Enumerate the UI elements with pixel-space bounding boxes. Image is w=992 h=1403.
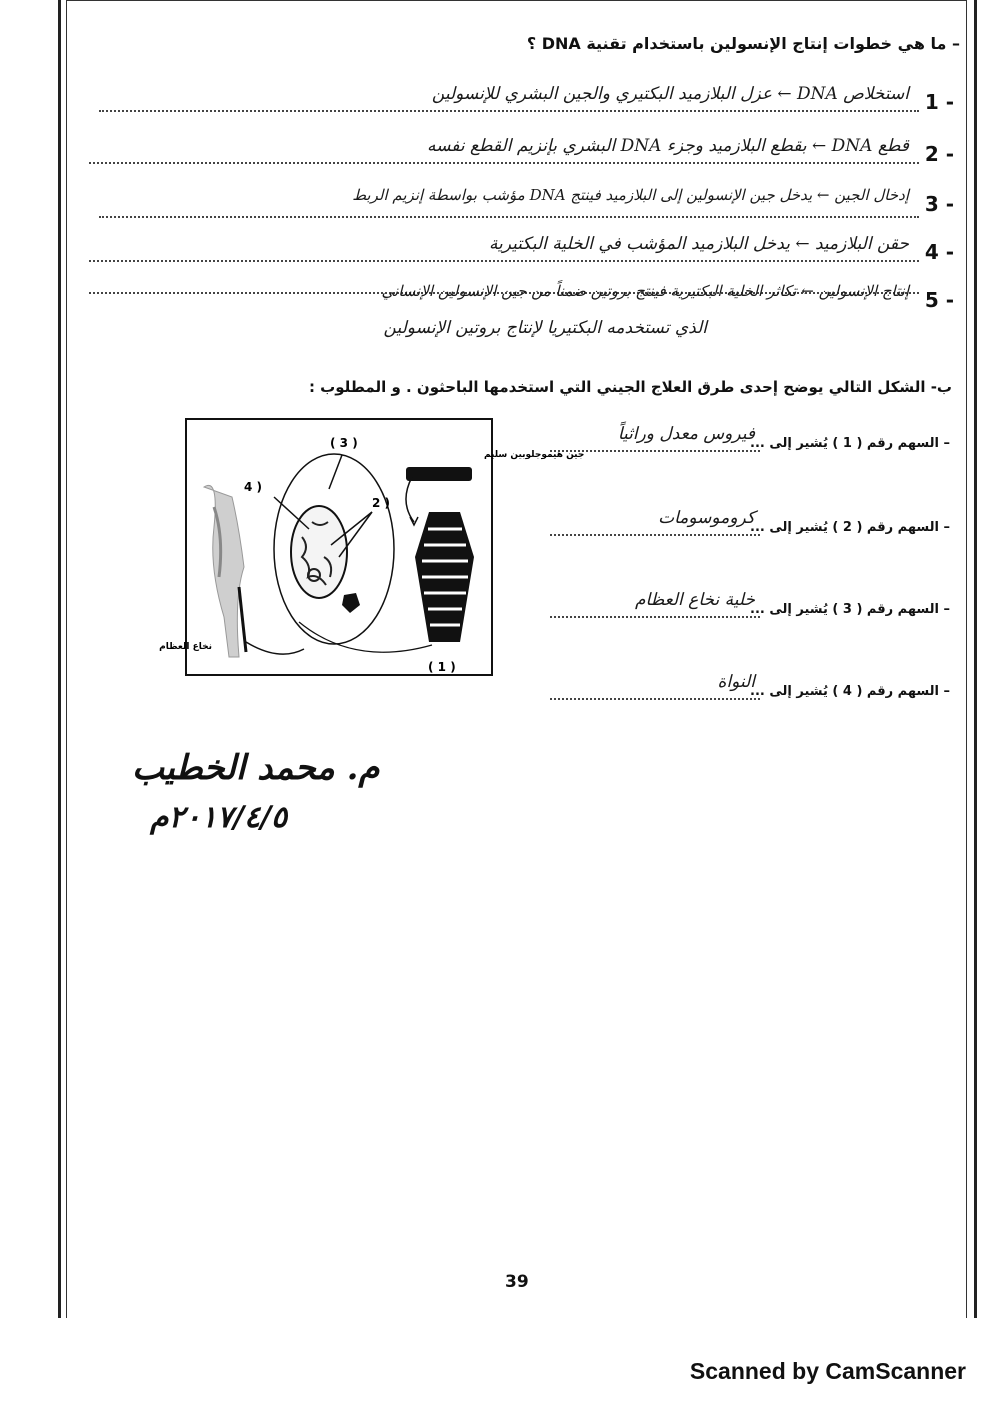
gene-therapy-diagram (159, 417, 585, 677)
diagram-label-1: ( 1 ) (428, 660, 456, 674)
page-frame-top (66, 0, 966, 1)
diagram-label-3: ( 3 ) (330, 436, 358, 450)
arrow-label: – السهم رقم ( 3 ) يُشير إلى ... (750, 602, 950, 617)
step-number: 2 - (924, 142, 954, 166)
page-frame-left-outer (58, 0, 61, 1318)
question-a-title: ما هي خطوات إنتاج الإنسولين باستخدام تقنية DNA ؟ (526, 34, 947, 53)
step-number: 4 - (924, 240, 954, 264)
step-dotted-line (99, 216, 919, 218)
arrow-answer: فيروس معدل وراثياً (617, 424, 755, 444)
step-dotted-line (89, 260, 919, 262)
signature-date: ٢٠١٧/٤/٥م (150, 800, 288, 835)
step-row-4 (86, 234, 964, 280)
page-frame-left-inner (66, 0, 67, 1318)
step-row-3 (86, 186, 964, 232)
page-frame-right-outer (974, 0, 977, 1318)
step-number: 1 - (924, 90, 954, 114)
step-dotted-line (99, 110, 919, 112)
arrow-answer: كروموسومات (658, 508, 755, 528)
arrow-label: – السهم رقم ( 1 ) يُشير إلى ... (750, 436, 950, 451)
page-number: 39 (505, 1272, 529, 1292)
page-frame-right-inner (966, 0, 967, 1318)
teacher-signature: م. محمد الخطيب (132, 748, 380, 788)
arrow-row-1 (530, 424, 950, 462)
diagram-label-4: 4 ) (244, 480, 263, 494)
question-b-heading: ب- الشكل التالي يوضح إحدى طرق العلاج الجيني التي استخدمها الباحثون . و المطلوب : (308, 378, 952, 396)
arrow-answer: النواة (717, 672, 755, 692)
arrow-row-2 (530, 508, 950, 546)
step-row-1 (86, 84, 964, 130)
step-answer: إدخال الجين ← يدخل جين الإنسولين إلى البلازميد فينتج DNA مؤشب بواسطة إنزيم الربط (352, 186, 909, 204)
step-row-2 (86, 136, 964, 182)
diagram-label-2: 2 ) (372, 496, 391, 510)
arrow-answer: خلية نخاع العظام (635, 590, 755, 610)
gene-label: جين هيموجلوبين سليم (484, 450, 585, 460)
step-answer: إنتاج الإنسولين ← تكاثر الخلية البكتيرية فينتج بروتين ضمناً من جين الإنسولين الإنساني (381, 282, 909, 300)
arrow-row-3 (530, 590, 950, 628)
step-number: 5 - (924, 288, 954, 312)
arrow-row-4 (530, 672, 950, 710)
arrow-dotted-line (550, 534, 760, 536)
question-a-heading (100, 34, 960, 53)
arrow-dotted-line (550, 616, 760, 618)
step-number: 3 - (924, 192, 954, 216)
arrow-label: – السهم رقم ( 2 ) يُشير إلى ... (750, 520, 950, 535)
marrow-label: نخاع العظام (159, 642, 212, 652)
step-dotted-line (89, 162, 919, 164)
question-a-prefix: – (952, 34, 960, 53)
step-answer: قطع DNA ← بقطع البلازميد وجزء DNA البشري بإنزيم القطع نفسه (426, 136, 909, 156)
arrow-dotted-line (550, 698, 760, 700)
arrow-label: – السهم رقم ( 4 ) يُشير إلى ... (750, 684, 950, 699)
step-answer: استخلاص DNA ← عزل البلازميد البكتيري والجين البشري للإنسولين (431, 84, 909, 104)
step-answer: حقن البلازميد ← يدخل البلازميد المؤشب في الخلية البكتيرية (488, 234, 909, 254)
healthy-gene-bar (406, 467, 472, 481)
scanner-watermark: Scanned by CamScanner (689, 1358, 966, 1384)
step-5-continuation: الذي تستخدمه البكتيريا لإنتاج بروتين الإنسولين (383, 318, 707, 338)
